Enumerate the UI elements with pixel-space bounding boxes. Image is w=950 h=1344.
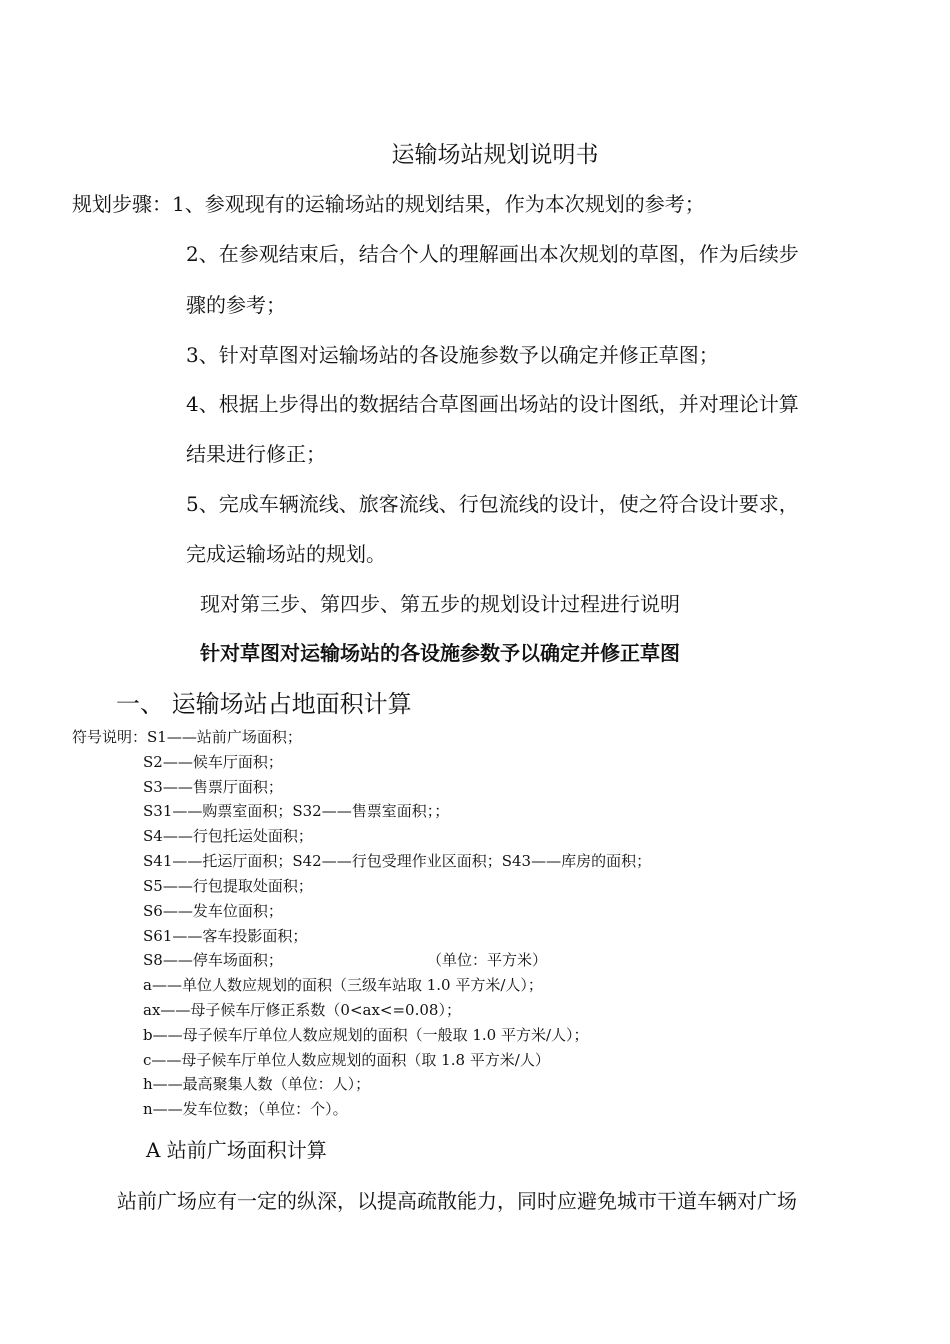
step-4-line-2: 结果进行修正； [186,442,326,466]
symbol-s41-s43: S41——托运厅面积；S42——行包受理作业区面积；S43——库房的面积； [143,852,652,870]
symbol-s3: S3——售票厅面积； [143,778,283,796]
symbol-s6: S6——发车位面积； [143,902,283,920]
step-1-line-1: 1、参观现有的运输场站的规划结果，作为本次规划的参考； [172,192,705,216]
symbol-c: c——母子候车厅单位人数应规划的面积（取 1.8 平方米/人） [143,1051,550,1069]
step-4-line-1: 4、根据上步得出的数据结合草图画出场站的设计图纸，并对理论计算 [186,392,799,416]
step-3-line-1: 3、针对草图对运输场站的各设施参数予以确定并修正草图； [186,343,719,367]
symbol-prefix: 符号说明： [72,728,148,746]
symbol-ax: ax——母子候车厅修正系数（0<ax<=0.08）； [143,1001,461,1019]
bold-heading: 针对草图对运输场站的各设施参数予以确定并修正草图 [200,641,680,665]
step-2-line-2: 骤的参考； [186,293,286,317]
symbol-b: b——母子候车厅单位人数应规划的面积（一般取 1.0 平方米/人）； [143,1026,589,1044]
symbol-s61: S61——客车投影面积； [143,927,308,945]
intro-paragraph: 现对第三步、第四步、第五步的规划设计过程进行说明 [200,592,680,616]
step-5-line-2: 完成运输场站的规划。 [186,542,386,566]
symbol-s2: S2——候车厅面积； [143,753,283,771]
symbol-a: a——单位人数应规划的面积（三级车站取 1.0 平方米/人）； [143,976,543,994]
step-5-line-1: 5、完成车辆流线、旅客流线、行包流线的设计，使之符合设计要求， [186,492,799,516]
symbol-s4: S4——行包托运处面积； [143,827,313,845]
symbol-line [72,726,302,747]
symbol-n: n——发车位数；（单位：个）。 [143,1100,348,1118]
symbol-s31-s32: S31——购票室面积；S32——售票室面积；； [143,802,450,820]
paragraph-a: 站前广场应有一定的纵深，以提高疏散能力，同时应避免城市干道车辆对广场 [117,1189,797,1213]
symbol-h: h——最高聚集人数（单位：人）； [143,1075,371,1093]
steps-prefix: 规划步骤： [72,192,172,216]
unit-note: （单位：平方米） [427,951,548,969]
document-title: 运输场站规划说明书 [391,142,599,168]
symbol-s5: S5——行包提取处面积； [143,877,313,895]
symbol-s1: S1——站前广场面积； [147,728,302,746]
symbol-s8: S8——停车场面积； [143,951,283,969]
subheading-a: A 站前广场面积计算 [146,1138,327,1162]
steps-line-1 [72,188,705,217]
section-heading-1: 一、 运输场站占地面积计算 [116,690,412,718]
step-2-line-1: 2、在参观结束后，结合个人的理解画出本次规划的草图，作为后续步 [186,242,799,266]
